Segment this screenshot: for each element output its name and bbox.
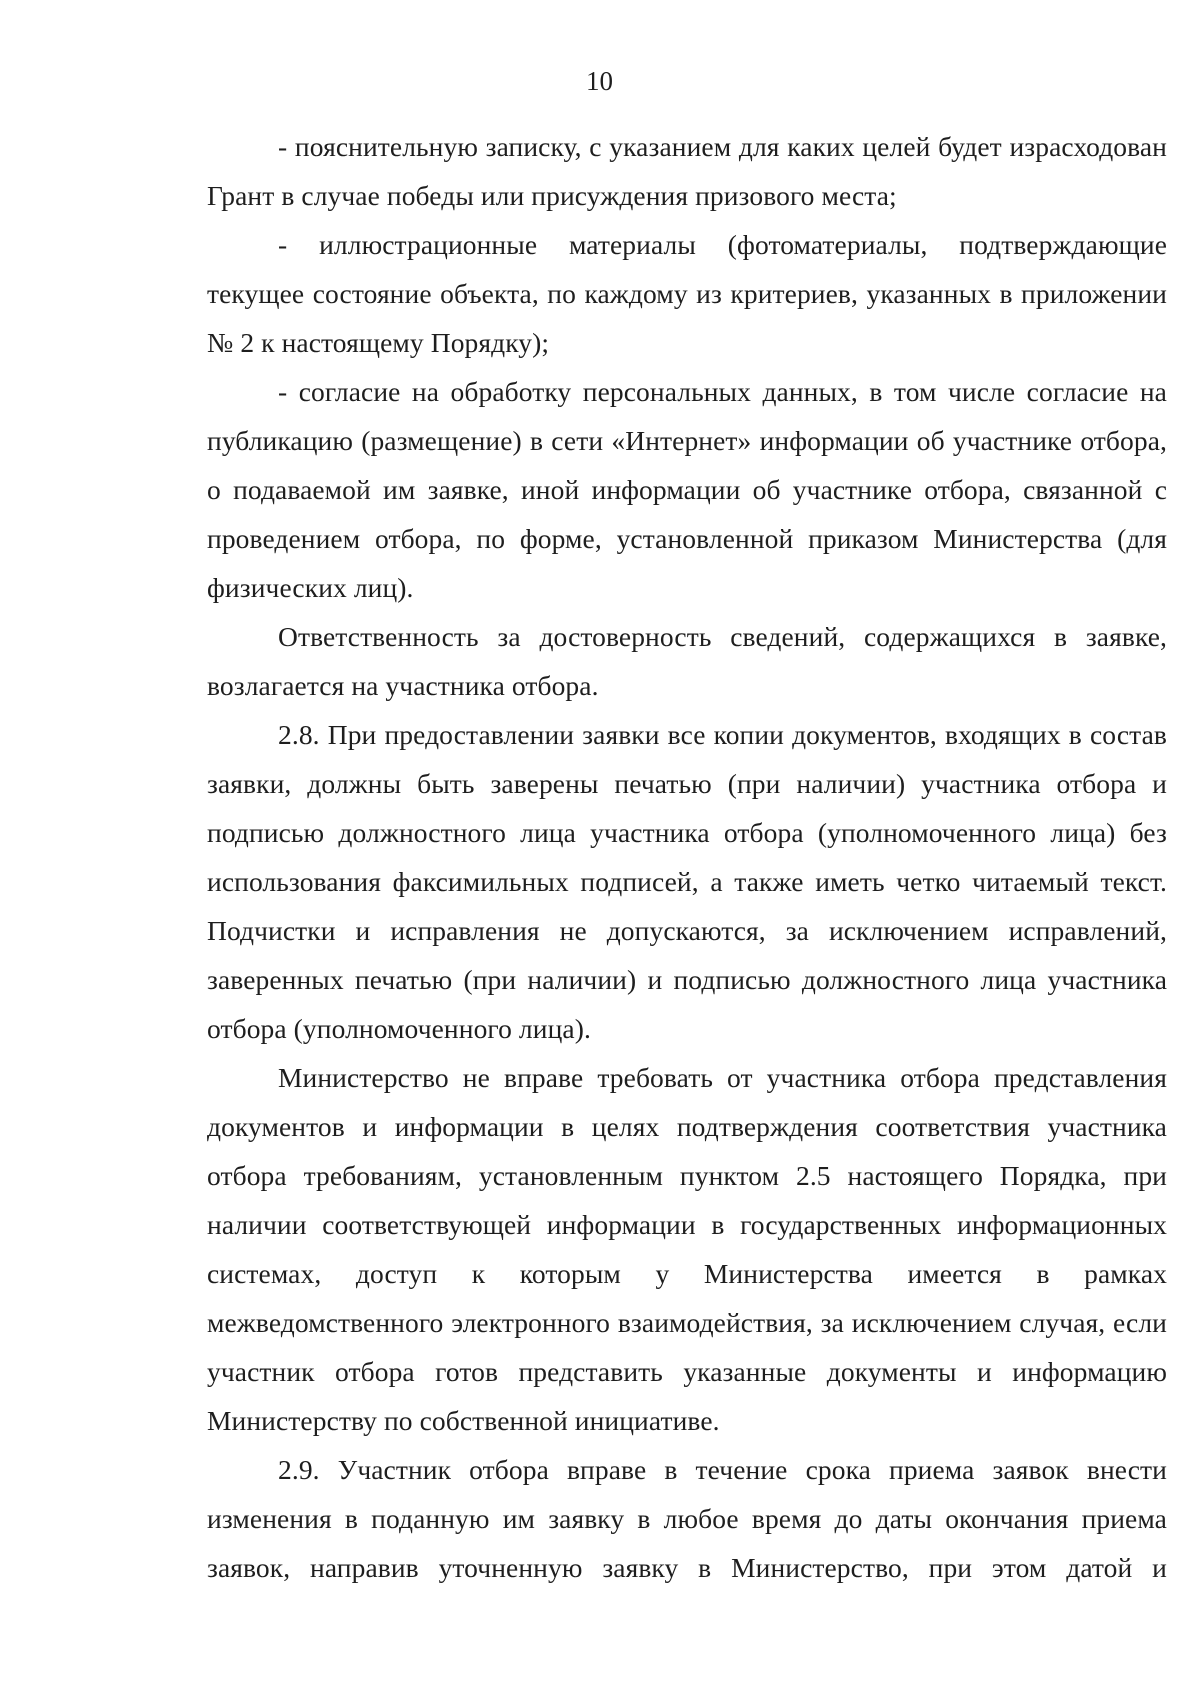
paragraph-illustrative-materials: - иллюстрационные материалы (фотоматериалы, подтверждающие текущее состояние объекта, по каждому из критериев, указанных в приложении № 2 к настоящему Порядку); xyxy=(207,229,1167,358)
paragraph-ministry-rights: Министерство не вправе требовать от участника отбора представления документов и информации в целях подтверждения соответствия участника отбора требованиям, установленным пунктом 2.5 настоящего Порядка, при наличии соответствующей информации в государственных информационных системах, доступ к которым у Министерства имеется в рамках межведомственного электронного взаимодействия, за исключением случая, если участник отбора готов представить указанные документы и информацию Министерству по собственной инициативе. xyxy=(207,1062,1167,1436)
page-number: 10 xyxy=(586,66,613,96)
document-body xyxy=(207,122,1167,1592)
paragraph-section-2-8: 2.8. При предоставлении заявки все копии документов, входящих в состав заявки, должны быть заверены печатью (при наличии) участника отбора и подписью должностного лица участника отбора (уполномоченного лица) без использования факсимильных подписей, а также иметь четко читаемый текст. Подчистки и исправления не допускаются, за исключением исправлений, заверенных печатью (при наличии) и подписью должностного лица участника отбора (уполномоченного лица). xyxy=(207,719,1167,1044)
paragraph-personal-data-consent: - согласие на обработку персональных данных, в том числе согласие на публикацию (размещение) в сети «Интернет» информации об участнике отбора, о подаваемой им заявке, иной информации об участнике отбора, связанной с проведением отбора, по форме, установленной приказом Министерства (для физических лиц). xyxy=(207,376,1167,603)
paragraph-responsibility: Ответственность за достоверность сведений, содержащихся в заявке, возлагается на участника отбора. xyxy=(207,621,1167,701)
paragraph-explanatory-note: - пояснительную записку, с указанием для каких целей будет израсходован Грант в случае победы или присуждения призового места; xyxy=(207,131,1167,211)
paragraph-section-2-9: 2.9. Участник отбора вправе в течение срока приема заявок внести изменения в поданную им заявку в любое время до даты окончания приема заявок, направив уточненную заявку в Министерство, при этом датой и xyxy=(207,1454,1167,1583)
